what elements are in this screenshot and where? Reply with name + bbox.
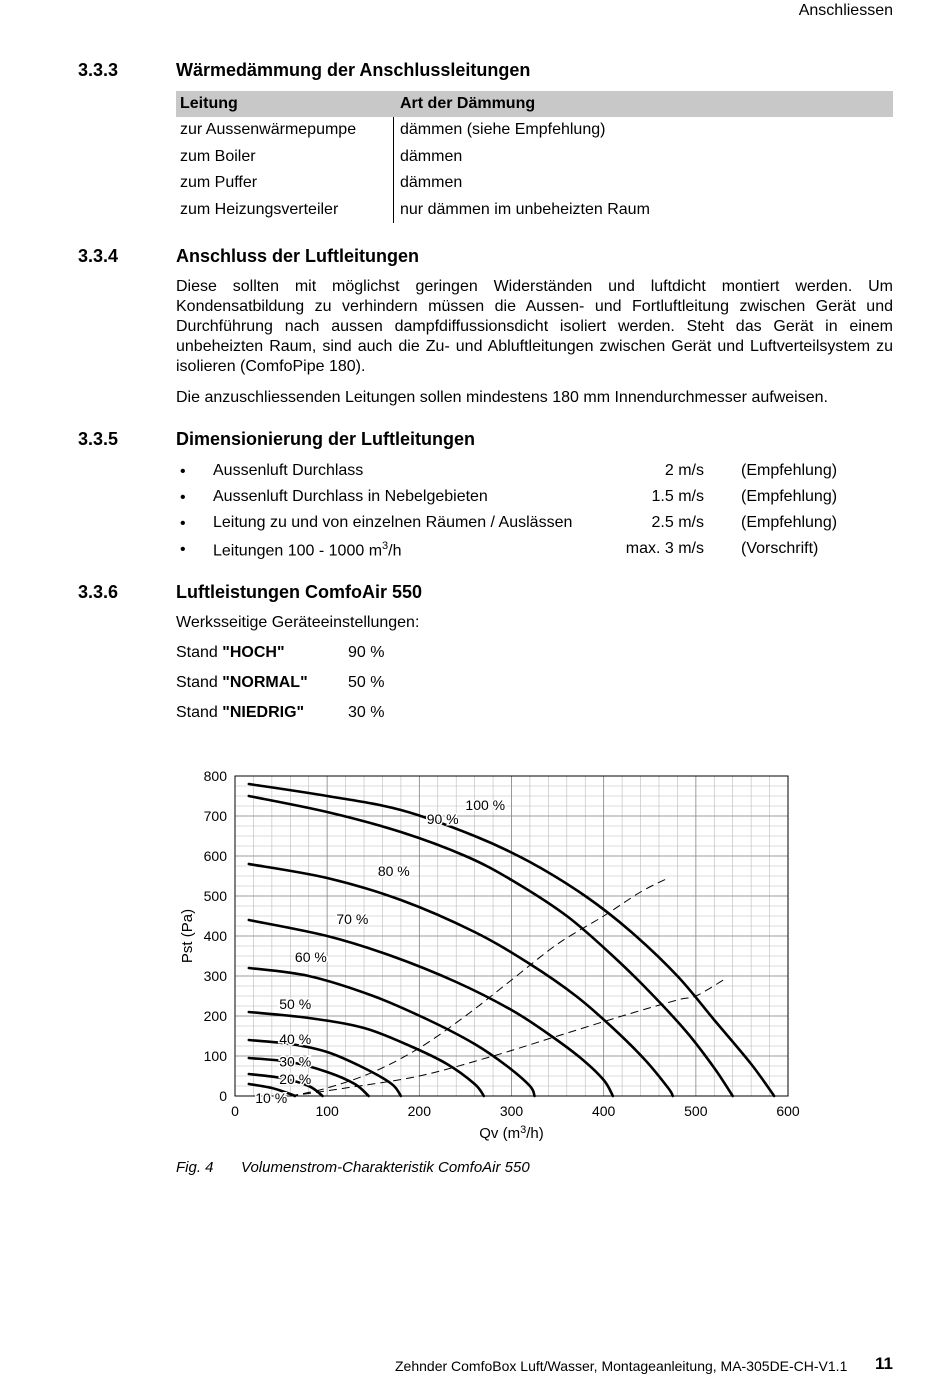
table-cell: zum Boiler [176, 144, 394, 171]
list-item [176, 460, 893, 486]
list-item [176, 486, 893, 512]
insulation-table [176, 91, 893, 223]
y-tick-label: 100 [203, 1048, 227, 1064]
setting-percent: 30 % [348, 704, 385, 721]
section-number-336: 3.3.6 [78, 582, 119, 602]
figure-caption [176, 1159, 530, 1176]
list-item-label: Leitung zu und von einzelnen Räumen / Auslässen [213, 514, 573, 531]
x-tick-label: 500 [684, 1103, 708, 1119]
table-cell: zum Puffer [176, 170, 394, 197]
bullet: • [180, 541, 186, 558]
series-label-80: 80 % [377, 863, 410, 879]
table-cell: zur Aussenwärmepumpe [176, 117, 394, 144]
list-item-note: (Vorschrift) [741, 540, 819, 557]
series-label-100: 100 % [465, 797, 506, 813]
x-tick-label: 300 [499, 1103, 524, 1119]
y-tick-label: 200 [203, 1008, 227, 1024]
table-row [176, 144, 893, 171]
y-tick-label: 0 [219, 1088, 227, 1104]
section-number-334: 3.3.4 [78, 246, 119, 266]
table-header-daemmung: Art der Dämmung [400, 95, 536, 112]
stand-word: Stand [176, 674, 218, 691]
y-tick-label: 500 [203, 888, 227, 904]
stand-word: Stand [176, 704, 218, 721]
setting-name: "HOCH" [222, 644, 285, 661]
series-label-60: 60 % [294, 949, 327, 965]
dimension-list [176, 460, 893, 564]
series-label-90: 90 % [426, 811, 459, 827]
section-title-336: Luftleistungen ComfoAir 550 [176, 582, 423, 602]
y-tick-label: 300 [203, 968, 227, 984]
setting-label [176, 644, 285, 662]
y-axis-label: Pst (Pa) [179, 908, 196, 964]
y-tick-label: 600 [203, 848, 227, 864]
series-label-40: 40 % [279, 1031, 312, 1047]
page-footer: Zehnder ComfoBox Luft/Wasser, Montageanleitung, MA-305DE-CH-V1.1 [395, 1358, 848, 1374]
x-axis-label [479, 1124, 543, 1142]
section-number-335: 3.3.5 [78, 429, 119, 449]
fan-curve-chart [170, 760, 820, 1150]
list-item [176, 512, 893, 538]
figure-number: Fig. 4 [176, 1159, 214, 1176]
section-number-333: 3.3.3 [78, 60, 119, 80]
setting-name: "NIEDRIG" [222, 704, 305, 721]
setting-label [176, 704, 304, 722]
table-row [176, 117, 893, 144]
label-superscript: 3 [382, 540, 389, 552]
x-tick-label: 100 [315, 1103, 339, 1119]
stand-word: Stand [176, 644, 218, 661]
factory-settings-intro: Werksseitige Geräteeinstellungen: [176, 614, 420, 631]
section-title-334: Anschluss der Luftleitungen [176, 246, 420, 266]
list-item-label: Aussenluft Durchlass [213, 462, 364, 479]
figure-caption-text: Volumenstrom-Charakteristik ComfoAir 550 [241, 1159, 530, 1176]
x-tick-label: 0 [231, 1103, 239, 1119]
y-tick-label: 800 [203, 768, 227, 784]
label-main: Leitungen 100 - 1000 m [213, 542, 383, 560]
list-item-value: 2.5 m/s [651, 514, 704, 531]
table-row [176, 170, 893, 197]
x-axis-label-superscript: 3 [520, 1124, 527, 1136]
table-cell: nur dämmen im unbeheizten Raum [400, 200, 650, 218]
section-title-333: Wärmedämmung der Anschlussleitungen [176, 60, 531, 80]
fan-curve-80 [249, 864, 673, 1096]
table-cell: dämmen [400, 147, 463, 165]
list-item-note: (Empfehlung) [741, 488, 838, 505]
x-tick-label: 200 [407, 1103, 432, 1119]
table-row [176, 197, 893, 224]
setting-percent: 90 % [348, 644, 385, 661]
bullet: • [180, 489, 186, 506]
page-number: 11 [875, 1354, 893, 1373]
setting-name: "NORMAL" [222, 674, 308, 691]
section-title-335: Dimensionierung der Luftleitungen [176, 429, 476, 449]
x-axis-label-text: Qv (m [479, 1125, 521, 1142]
label-unit: /h [388, 542, 402, 560]
list-item [176, 538, 893, 564]
list-item-label [213, 540, 401, 560]
table-cell: zum Heizungsverteiler [176, 197, 394, 224]
paragraph-air-ducts: Diese sollten mit möglichst geringen Widerständen und luftdicht montiert werden. Um Kondensatbildung zu verhindern müssen die Aussen- und Fortluftleitung zwischen Gerät und Durchführung nach aussen dampfdiffussionsdicht isoliert werden. Steht das Gerät in einem unbeheizten Raum, sind auch die Zu- und Abluftleitungen zwischen Gerät und Luftverteilsystem zu isolieren (ComfoPipe 180). [176, 278, 893, 375]
table-cell: dämmen (siehe Empfehlung) [400, 121, 606, 139]
list-item-note: (Empfehlung) [741, 462, 838, 479]
table-header [176, 91, 893, 117]
series-label-10: 10 % [255, 1090, 288, 1107]
series-label-70: 70 % [336, 911, 369, 927]
series-label-50: 50 % [279, 995, 312, 1012]
list-item-note: (Empfehlung) [741, 514, 838, 531]
y-tick-label: 400 [203, 928, 227, 944]
bullet: • [180, 463, 186, 480]
list-item-value: 1.5 m/s [651, 488, 704, 505]
x-tick-label: 600 [776, 1103, 800, 1119]
y-tick-label: 700 [203, 808, 227, 824]
list-item-value: max. 3 m/s [625, 540, 704, 557]
paragraph-diameter: Die anzuschliessenden Leitungen sollen mindestens 180 mm Innendurchmesser aufweisen. [176, 389, 828, 406]
setting-percent: 50 % [348, 674, 385, 691]
table-header-leitung: Leitung [180, 95, 238, 112]
page-header-section: Anschliessen [798, 2, 893, 19]
x-axis-label-unit: /h) [526, 1125, 544, 1142]
list-item-label: Aussenluft Durchlass in Nebelgebieten [213, 488, 488, 505]
series-label-30: 30 % [279, 1053, 312, 1070]
series-label-20: 20 % [279, 1071, 312, 1087]
x-tick-label: 400 [591, 1103, 616, 1119]
table-cell: dämmen [400, 174, 463, 192]
list-item-value: 2 m/s [664, 462, 704, 479]
setting-label [176, 674, 308, 692]
bullet: • [180, 515, 186, 532]
